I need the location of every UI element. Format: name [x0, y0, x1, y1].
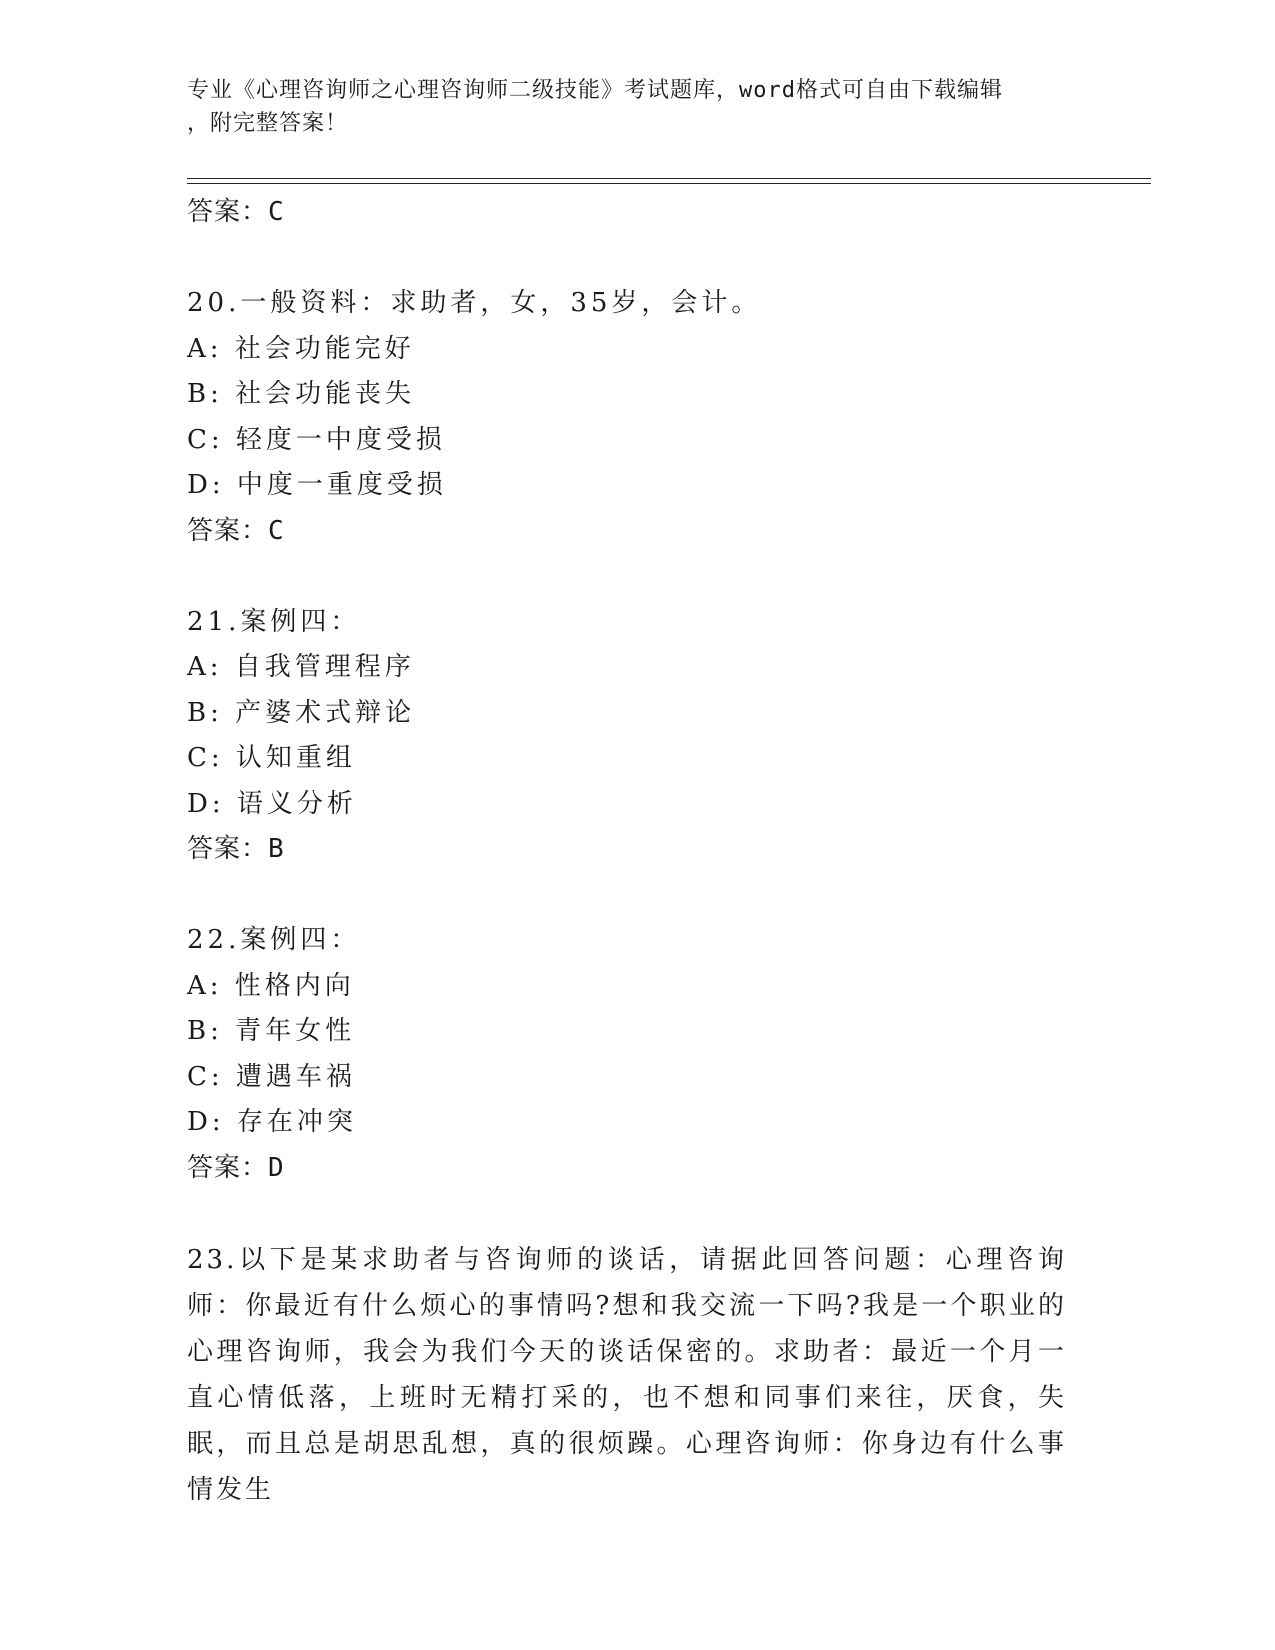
option-c: C: 认知重组 — [187, 743, 356, 773]
option-a: A: 社会功能完好 — [187, 333, 415, 364]
header-divider-top — [187, 178, 1151, 179]
question-stem: 22.案例四： — [187, 925, 361, 955]
option-c: C: 轻度一中度受损 — [187, 424, 446, 455]
answer-line: 答案：D — [187, 1152, 285, 1183]
document-header — [187, 74, 1067, 140]
spacer — [187, 873, 1067, 919]
header-line-1: 专业《心理咨询师之心理咨询师二级技能》考试题库，word格式可自由下载编辑 — [187, 78, 1003, 103]
question-list — [187, 190, 1067, 1513]
answer-line: 答案：C — [187, 515, 285, 546]
spacer — [187, 236, 1067, 282]
question-item — [187, 281, 1067, 554]
option-b: B: 产婆术式辩论 — [187, 697, 416, 728]
spacer — [187, 1191, 1067, 1237]
option-a: A: 性格内向 — [187, 970, 355, 1001]
option-c: C: 遭遇车祸 — [187, 1061, 356, 1092]
header-line-2: ，附完整答案！ — [187, 111, 349, 136]
spacer — [187, 554, 1067, 600]
question-stem: 21.案例四： — [187, 606, 361, 637]
option-b: B: 青年女性 — [187, 1016, 356, 1046]
header-divider-bottom — [187, 183, 1151, 184]
option-d: D: 存在冲突 — [187, 1107, 357, 1137]
previous-answer: 答案：C — [187, 197, 285, 227]
option-d: D: 语义分析 — [187, 788, 357, 819]
question-23-passage: 23.以下是某求助者与咨询师的谈话，请据此回答问题：心理咨询师：你最近有什么烦心的事情吗?想和我交流一下吗?我是一个职业的心理咨询师，我会为我们今天的谈话保密的。求助者：最近一个月一直心情低落，上班时无精打采的，也不想和同事们来往，厌食，失眠，而且总是胡思乱想，真的很烦躁。心理咨询师：你身边有什么事情发生 — [187, 1244, 1067, 1505]
option-b: B: 社会功能丧失 — [187, 379, 416, 409]
question-item — [187, 918, 1067, 1191]
question-stem: 20.一般资料：求助者，女，35岁，会计。 — [187, 288, 762, 318]
answer-line: 答案：B — [187, 834, 285, 864]
option-a: A: 自我管理程序 — [187, 652, 415, 682]
option-d: D: 中度一重度受损 — [187, 470, 447, 500]
question-item — [187, 600, 1067, 873]
